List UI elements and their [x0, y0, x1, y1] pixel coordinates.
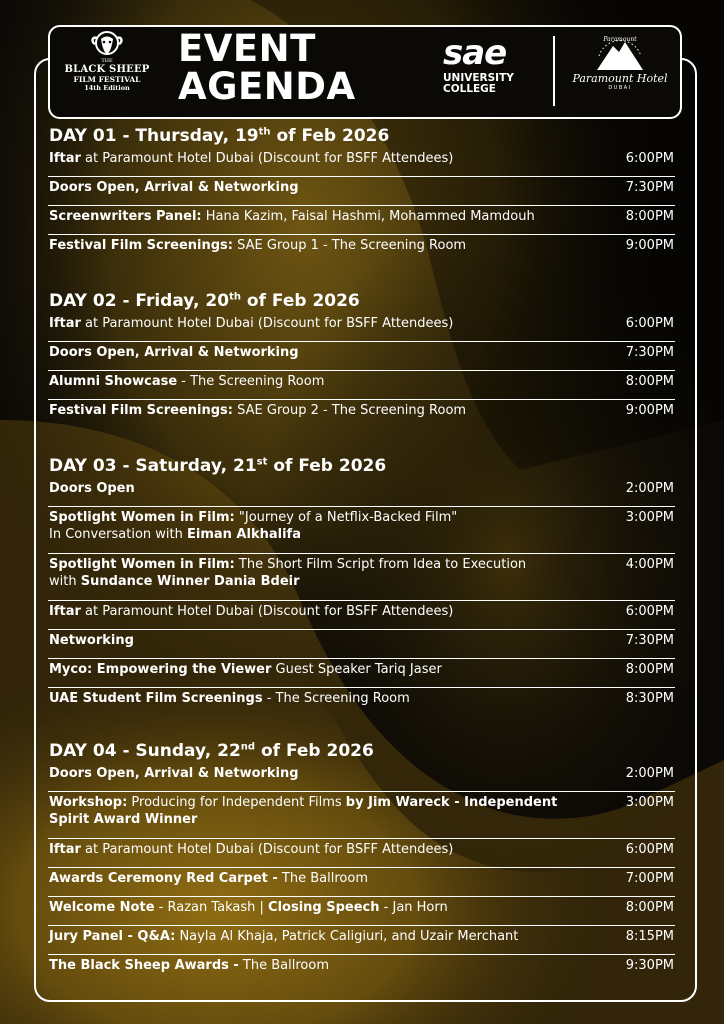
agenda-item-time: 6:00PM — [625, 604, 674, 619]
agenda-item-description — [49, 208, 604, 225]
agenda-item-time: 6:00PM — [625, 151, 674, 166]
agenda-row — [48, 554, 675, 601]
agenda-item-time: 2:00PM — [625, 766, 674, 781]
agenda-item-description — [49, 794, 604, 828]
item-highlight: Spirit Award Winner — [49, 812, 198, 827]
item-title: Myco: Empowering the Viewer — [49, 662, 272, 677]
agenda-row — [48, 206, 675, 235]
agenda-item-time: 8:00PM — [625, 900, 674, 915]
agenda-row — [48, 955, 675, 984]
agenda-item-description — [49, 315, 604, 332]
agenda-item-description — [49, 344, 604, 361]
agenda-item-description — [49, 957, 604, 974]
agenda-item-description — [49, 632, 604, 649]
item-detail: "Journey of a Netflix-Backed Film" — [234, 510, 458, 525]
sheep-icon — [89, 30, 125, 58]
title-line-1: EVENT — [178, 27, 316, 70]
item-detail: - The Screening Room — [262, 691, 410, 706]
agenda-item-description — [49, 556, 604, 590]
agenda-row — [48, 659, 675, 688]
agenda-item-time: 9:00PM — [625, 403, 674, 418]
paramount-city: DUBAI — [608, 85, 632, 91]
agenda-item-time: 7:30PM — [625, 180, 674, 195]
agenda-row — [48, 478, 675, 507]
paramount-script: Paramount Hotel — [572, 72, 668, 85]
item-title: Doors Open, Arrival & Networking — [49, 180, 299, 195]
item-detail: at Paramount Hotel Dubai (Discount for BSFF Attendees) — [80, 842, 454, 857]
agenda-item-time: 7:00PM — [625, 871, 674, 886]
agenda-item-time: 3:00PM — [625, 795, 674, 810]
agenda-item-description — [49, 661, 604, 678]
agenda-row — [48, 177, 675, 206]
item-detail-line2: with — [49, 574, 81, 589]
festival-the: THE — [101, 58, 113, 64]
agenda-row — [48, 313, 675, 342]
item-title: Doors Open, Arrival & Networking — [49, 345, 299, 360]
sae-line-2: COLLEGE — [443, 83, 496, 95]
agenda-item-time: 8:00PM — [625, 209, 674, 224]
agenda-row — [48, 688, 675, 717]
agenda-item-time: 4:00PM — [625, 557, 674, 572]
day-date: DAY 04 - Sunday, 22 — [49, 741, 241, 761]
item-title: Workshop: — [49, 795, 128, 810]
day-month: of Feb 2026 — [267, 456, 387, 476]
item-detail: SAE Group 1 - The Screening Room — [233, 238, 467, 253]
item-detail: The Ballroom — [238, 958, 329, 973]
agenda-item-description — [49, 870, 604, 887]
agenda-row — [48, 148, 675, 177]
agenda-item-time: 9:30PM — [625, 958, 674, 973]
agenda-item-description — [49, 765, 604, 782]
item-detail: The Short Film Script from Idea to Execution — [234, 557, 527, 572]
sae-wordmark: sae — [443, 33, 507, 73]
agenda-item-time: 9:00PM — [625, 238, 674, 253]
agenda-item-time: 7:30PM — [625, 633, 674, 648]
agenda-item-time: 8:15PM — [625, 929, 674, 944]
day-ordinal: th — [229, 291, 241, 303]
title-line-2: AGENDA — [178, 65, 356, 108]
item-title: Festival Film Screenings: — [49, 403, 233, 418]
item-detail: Guest Speaker Tariq Jaser — [271, 662, 442, 677]
item-title: Doors Open, Arrival & Networking — [49, 766, 299, 781]
agenda-item-description — [49, 509, 604, 543]
day-heading — [49, 741, 374, 761]
item-detail: - Razan Takash | — [154, 900, 269, 915]
agenda-item-time: 8:30PM — [625, 691, 674, 706]
item-detail: at Paramount Hotel Dubai (Discount for BSFF Attendees) — [80, 151, 454, 166]
agenda-row — [48, 400, 675, 429]
item-title: Iftar — [49, 316, 81, 331]
item-title: Networking — [49, 633, 134, 648]
day-heading — [49, 291, 360, 311]
item-title: Doors Open — [49, 481, 135, 496]
item-title: Alumni Showcase — [49, 374, 178, 389]
agenda-row — [48, 630, 675, 659]
day-ordinal: st — [256, 456, 268, 468]
agenda-row — [48, 601, 675, 630]
day-ordinal: th — [258, 126, 271, 138]
festival-name: BLACK SHEEP — [64, 64, 150, 75]
agenda-item-time: 6:00PM — [625, 842, 674, 857]
day-month: of Feb 2026 — [270, 126, 390, 146]
agenda-row — [48, 507, 675, 554]
item-title: The Black Sheep Awards - — [49, 958, 239, 973]
agenda-item-time: 7:30PM — [625, 345, 674, 360]
agenda-item-description — [49, 841, 604, 858]
item-detail: SAE Group 2 - The Screening Room — [233, 403, 467, 418]
item-title: Iftar — [49, 604, 81, 619]
item-title: Awards Ceremony Red Carpet - — [49, 871, 278, 886]
agenda-item-time: 8:00PM — [625, 662, 674, 677]
day-heading — [49, 126, 389, 146]
item-title: Spotlight Women in Film: — [49, 510, 235, 525]
day-ordinal: nd — [240, 741, 256, 753]
day-date: DAY 01 - Thursday, 19 — [49, 126, 259, 146]
agenda-item-description — [49, 237, 604, 254]
agenda-row — [48, 763, 675, 792]
item-title: Spotlight Women in Film: — [49, 557, 235, 572]
day-month: of Feb 2026 — [255, 741, 374, 761]
item-highlight: Sundance Winner Dania Bdeir — [80, 574, 300, 589]
agenda-item-time: 3:00PM — [625, 510, 674, 525]
agenda-item-description — [49, 928, 604, 945]
item-title: Iftar — [49, 842, 81, 857]
agenda-item-description — [49, 373, 604, 390]
agenda-item-description — [49, 603, 604, 620]
item-detail-line2: In Conversation with — [49, 527, 187, 542]
item-detail: Hana Kazim, Faisal Hashmi, Mohammed Mamdouh — [201, 209, 535, 224]
item-title: Jury Panel - Q&A: — [49, 929, 176, 944]
agenda-row — [48, 868, 675, 897]
day-heading — [49, 456, 386, 476]
agenda-row — [48, 342, 675, 371]
agenda-row — [48, 926, 675, 955]
item-detail: The Ballroom — [277, 871, 368, 886]
svg-text:Paramount: Paramount — [603, 36, 637, 43]
agenda-row — [48, 839, 675, 868]
agenda-row — [48, 792, 675, 839]
item-detail-extra: - Jan Horn — [379, 900, 448, 915]
item-title: Festival Film Screenings: — [49, 238, 233, 253]
agenda-item-description — [49, 690, 604, 707]
item-detail: - The Screening Room — [177, 374, 325, 389]
item-title: UAE Student Film Screenings — [49, 691, 263, 706]
agenda-item-description — [49, 899, 604, 916]
day-month: of Feb 2026 — [240, 291, 360, 311]
agenda-item-time: 6:00PM — [625, 316, 674, 331]
sae-logo — [443, 33, 533, 95]
item-title-extra: by Jim Wareck - Independent — [345, 795, 558, 810]
item-detail: Nayla Al Khaja, Patrick Caligiuri, and Uzair Merchant — [175, 929, 519, 944]
agenda-item-time: 2:00PM — [625, 481, 674, 496]
logo-divider — [553, 36, 555, 106]
item-title: Screenwriters Panel: — [49, 209, 202, 224]
item-title-extra: Closing Speech — [268, 900, 380, 915]
agenda-item-description — [49, 402, 604, 419]
paramount-logo — [568, 32, 672, 92]
festival-logo — [56, 30, 158, 110]
agenda-item-description — [49, 179, 604, 196]
item-detail: Producing for Independent Films — [127, 795, 346, 810]
item-title: Iftar — [49, 151, 81, 166]
agenda-item-time: 8:00PM — [625, 374, 674, 389]
festival-edition: 14th Edition — [84, 84, 130, 92]
agenda-row — [48, 371, 675, 400]
agenda-row — [48, 235, 675, 264]
item-detail: at Paramount Hotel Dubai (Discount for BSFF Attendees) — [80, 604, 454, 619]
agenda-row — [48, 897, 675, 926]
agenda-item-description — [49, 150, 604, 167]
mountain-icon — [593, 32, 647, 72]
day-date: DAY 02 - Friday, 20 — [49, 291, 230, 311]
item-detail: at Paramount Hotel Dubai (Discount for BSFF Attendees) — [80, 316, 454, 331]
day-date: DAY 03 - Saturday, 21 — [49, 456, 257, 476]
page-title — [178, 27, 356, 108]
sae-line-1: UNIVERSITY — [443, 72, 514, 84]
item-title: Welcome Note — [49, 900, 155, 915]
festival-subtitle: FILM FESTIVAL — [73, 75, 141, 84]
item-highlight: Eiman Alkhalifa — [187, 527, 301, 542]
agenda-item-description — [49, 480, 604, 497]
